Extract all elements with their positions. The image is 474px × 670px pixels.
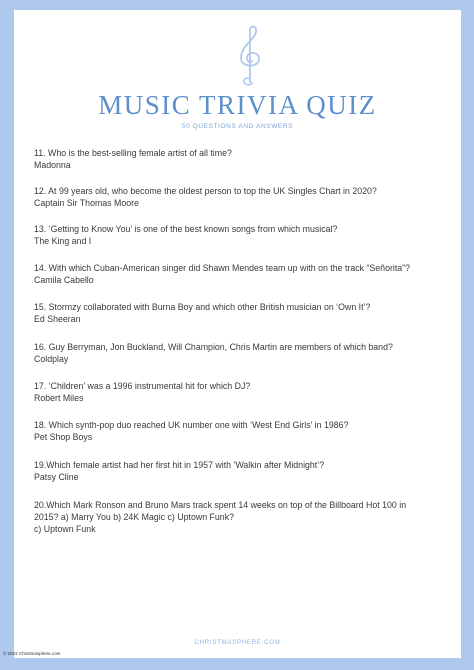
quiz-sheet: [14, 10, 461, 658]
question-item: [34, 185, 454, 209]
question-item: [34, 459, 454, 483]
question-item: [34, 499, 454, 535]
answer-text: Robert Miles: [34, 393, 84, 403]
question-text: 12. At 99 years old, who become the oldest person to top the UK Singles Chart in 2020?: [34, 186, 377, 196]
question-text: 19.Which female artist had her first hit in 1957 with ‘Walkin after Midnight’?: [34, 460, 325, 470]
question-item: [34, 419, 454, 443]
copyright-notice: © 2022 Christmasphere.com: [3, 651, 61, 656]
question-text: 14. With which Cuban-American singer did Shawn Mendes team up with on the track “Señorita”?: [34, 263, 411, 273]
answer-text: Patsy Cline: [34, 472, 79, 482]
question-text: 13. ‘Getting to Know You’ is one of the best known songs from which musical?: [34, 224, 338, 234]
answer-text: Ed Sheeran: [34, 314, 81, 324]
treble-clef-icon: [232, 24, 268, 86]
question-item: [34, 223, 454, 247]
question-text: 16. Guy Berryman, Jon Buckland, Will Champion, Chris Martin are members of which band?: [34, 342, 393, 352]
answer-text: c) Uptown Funk: [34, 524, 96, 534]
question-item: [34, 380, 454, 404]
question-text: 11. Who is the best-selling female artist of all time?: [34, 148, 232, 158]
answer-text: Captain Sir Thomas Moore: [34, 198, 139, 208]
footer-url[interactable]: CHRISTMASPHERE.COM: [194, 640, 281, 646]
answer-text: Pet Shop Boys: [34, 432, 93, 442]
question-item: [34, 341, 454, 365]
answer-text: The King and I: [34, 236, 92, 246]
answer-text: Camila Cabello: [34, 275, 94, 285]
answer-text: Coldplay: [34, 354, 69, 364]
question-text: 18. Which synth-pop duo reached UK number one with ‘West End Girls’ in 1986?: [34, 420, 349, 430]
question-item: [34, 262, 454, 286]
question-text: 20.Which Mark Ronson and Bruno Mars track spent 14 weeks on top of the Billboard Hot 100 in 2015? a) Marry You b) 24K Magic c) Uptown Funk?: [34, 500, 407, 522]
page-subtitle: 50 QUESTIONS AND ANSWERS: [181, 123, 294, 130]
question-item: [34, 147, 454, 171]
page-title: MUSIC TRIVIA QUIZ: [98, 90, 377, 120]
question-item: [34, 301, 454, 325]
answer-text: Madonna: [34, 160, 71, 170]
question-text: 15. Stormzy collaborated with Burna Boy and which other British musician on ‘Own It’?: [34, 302, 371, 312]
question-text: 17. ‘Children’ was a 1996 instrumental hit for which DJ?: [34, 381, 251, 391]
